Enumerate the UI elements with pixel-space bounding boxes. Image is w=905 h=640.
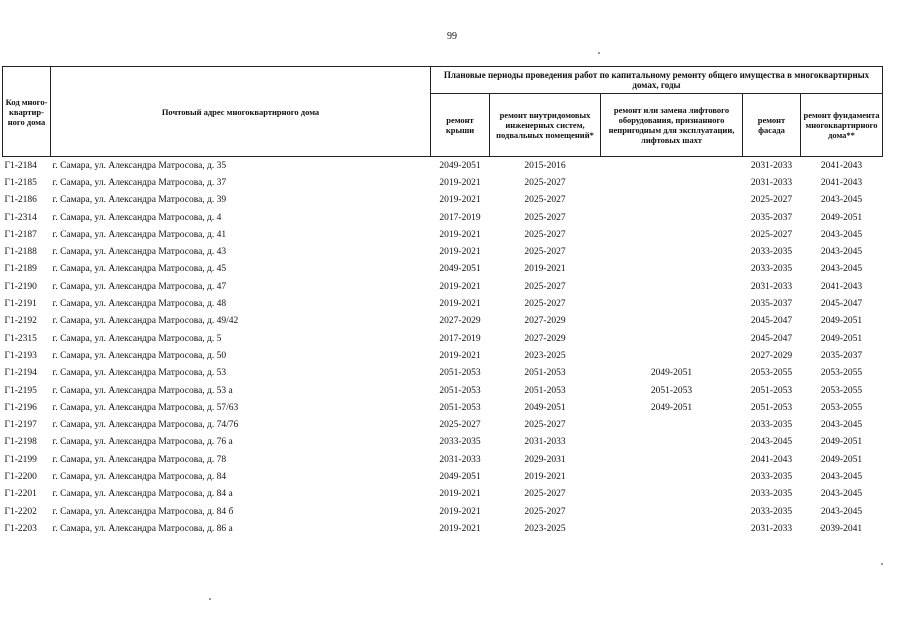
header-code: Код много-квартир-ного дома [3,67,51,157]
table-row [3,520,883,537]
cell-engineering: 2025-2027 [524,247,566,258]
cell-foundation: 2043-2045 [820,264,863,275]
cell-address: г. Самара, ул. Александра Матросова, д. 39 [52,195,227,206]
table-row [3,468,883,485]
cell-roof: 2019-2021 [439,523,481,534]
cell-engineering: 2025-2027 [524,299,566,310]
cell-elevator: 2051-2053 [650,385,693,396]
cell-elevator: 2049-2051 [650,368,693,379]
cell-foundation: 2049-2051 [820,454,863,465]
cell-foundation: 2039-2041 [820,523,863,534]
cell-address: г. Самара, ул. Александра Матросова, д. 5 [52,333,222,344]
cell-elevator [601,468,743,485]
cell-address: г. Самара, ул. Александра Матросова, д. 84 б [52,506,234,517]
cell-elevator [601,261,743,278]
cell-facade: 2033-2035 [750,247,793,258]
cell-code: Г1-2189 [4,264,37,275]
cell-code: Г1-2195 [4,385,37,396]
table-row [3,261,883,278]
cell-foundation: 2049-2051 [820,333,863,344]
cell-facade: 2031-2033 [750,281,793,292]
cell-elevator [601,209,743,226]
cell-foundation: 2043-2045 [820,420,863,431]
cell-foundation: 2043-2045 [820,506,863,517]
cell-code: Г1-2188 [4,247,37,258]
cell-code: Г1-2184 [4,160,37,171]
cell-engineering: 2025-2027 [524,281,566,292]
cell-elevator [601,451,743,468]
cell-code: Г1-2197 [4,420,37,431]
table-row [3,416,883,433]
table-row [3,330,883,347]
cell-foundation: 2041-2043 [820,177,863,188]
cell-engineering: 2025-2027 [524,229,566,240]
cell-elevator [601,226,743,243]
cell-facade: 2033-2035 [750,471,793,482]
table-row [3,434,883,451]
cell-engineering: 2025-2027 [524,177,566,188]
cell-facade: 2033-2035 [750,489,793,500]
cell-foundation: 2043-2045 [820,195,863,206]
cell-foundation: 2049-2051 [820,212,863,223]
cell-roof: 2019-2021 [439,177,481,188]
cell-address: г. Самара, ул. Александра Матросова, д. 76 а [52,437,233,448]
cell-facade: 2043-2045 [750,437,793,448]
cell-foundation: 2049-2051 [820,316,863,327]
cell-engineering: 2025-2027 [524,195,566,206]
cell-address: г. Самара, ул. Александра Матросова, д. 57/63 [52,402,239,413]
cell-elevator [601,157,743,175]
cell-address: г. Самара, ул. Александра Матросова, д. 41 [52,229,227,240]
cell-code: Г1-2314 [4,212,37,223]
header-engineering-systems: ремонт внутридомовых инженерных систем, подвальных помещений* [490,94,601,157]
cell-roof: 2019-2021 [439,506,481,517]
header-roof-repair: ремонт крыши [431,94,490,157]
table-row [3,226,883,243]
cell-elevator [601,192,743,209]
cell-address: г. Самара, ул. Александра Матросова, д. 86 а [52,523,233,534]
table-row [3,192,883,209]
cell-foundation: 2043-2045 [820,247,863,258]
cell-address: г. Самара, ул. Александра Матросова, д. 84 а [52,489,233,500]
cell-elevator [601,347,743,364]
cell-elevator [601,278,743,295]
cell-address: г. Самара, ул. Александра Матросова, д. 37 [52,177,227,188]
cell-roof: 2019-2021 [439,489,481,500]
header-facade-repair: ремонт фасада [743,94,801,157]
table-row [3,382,883,399]
table-row [3,243,883,260]
cell-engineering: 2019-2021 [524,264,566,275]
table-body [3,157,883,538]
cell-elevator: 2049-2051 [650,402,693,413]
cell-facade: 2033-2035 [750,264,793,275]
cell-code: Г1-2198 [4,437,37,448]
cell-address: г. Самара, ул. Александра Матросова, д. 45 [52,264,227,275]
table-row [3,209,883,226]
cell-facade: 2051-2053 [750,402,793,413]
cell-facade: 2035-2037 [750,212,793,223]
table-row [3,174,883,191]
cell-foundation: 2041-2043 [820,160,863,171]
cell-foundation: 2053-2055 [820,385,863,396]
cell-roof: 2019-2021 [439,247,481,258]
cell-address: г. Самара, ул. Александра Матросова, д. 4 [52,212,222,223]
cell-address: г. Самара, ул. Александра Матросова, д. 50 [52,350,227,361]
cell-engineering: 2027-2029 [524,333,566,344]
cell-engineering: 2051-2053 [524,385,566,396]
cell-address: г. Самара, ул. Александра Матросова, д. 43 [52,247,227,258]
cell-address: г. Самара, ул. Александра Матросова, д. 48 [52,299,227,310]
page-number: 99 [447,31,457,42]
cell-facade: 2027-2029 [750,350,793,361]
cell-roof: 2027-2029 [439,316,481,327]
scan-speck [598,52,600,54]
cell-elevator [601,486,743,503]
cell-address: г. Самара, ул. Александра Матросова, д. 78 [52,454,227,465]
cell-roof: 2019-2021 [439,229,481,240]
cell-code: Г1-2199 [4,454,37,465]
cell-address: г. Самара, ул. Александра Матросова, д. 35 [52,160,227,171]
cell-code: Г1-2191 [4,299,37,310]
cell-code: Г1-2203 [4,523,37,534]
cell-code: Г1-2201 [4,489,37,500]
cell-code: Г1-2186 [4,195,37,206]
cell-foundation: 2043-2045 [820,229,863,240]
cell-facade: 2051-2053 [750,385,793,396]
cell-code: Г1-2193 [4,350,37,361]
cell-engineering: 2029-2031 [524,454,566,465]
cell-code: Г1-2185 [4,177,37,188]
cell-elevator [601,313,743,330]
table-row [3,486,883,503]
cell-foundation: 2043-2045 [820,471,863,482]
table-row [3,157,883,175]
cell-address: г. Самара, ул. Александра Матросова, д. 49/42 [52,316,239,327]
table-row [3,347,883,364]
cell-roof: 2031-2033 [439,454,481,465]
cell-address: г. Самара, ул. Александра Матросова, д. 84 [52,471,227,482]
cell-facade: 2045-2047 [750,316,793,327]
cell-engineering: 2023-2025 [524,523,566,534]
cell-engineering: 2025-2027 [524,506,566,517]
cell-engineering: 2027-2029 [524,316,566,327]
cell-code: Г1-2200 [4,471,37,482]
cell-facade: 2025-2027 [750,195,793,206]
table-row [3,399,883,416]
table-row [3,451,883,468]
cell-facade: 2035-2037 [750,299,793,310]
table-row [3,313,883,330]
cell-roof: 2017-2019 [439,333,481,344]
header-address: Почтовый адрес многоквартирного дома [51,67,431,157]
cell-address: г. Самара, ул. Александра Матросова, д. 47 [52,281,227,292]
cell-roof: 2019-2021 [439,195,481,206]
cell-roof: 2019-2021 [439,299,481,310]
cell-engineering: 2015-2016 [524,160,566,171]
cell-code: Г1-2190 [4,281,37,292]
cell-foundation: 2041-2043 [820,281,863,292]
capital-repair-schedule-table [2,66,883,538]
cell-elevator [601,174,743,191]
scan-speck [881,563,883,565]
cell-elevator [601,330,743,347]
cell-roof: 2049-2051 [439,264,481,275]
cell-roof: 2051-2053 [439,385,481,396]
cell-code: Г1-2187 [4,229,37,240]
cell-elevator [601,295,743,312]
cell-elevator [601,416,743,433]
cell-facade: 2031-2033 [750,177,793,188]
cell-facade: 2041-2043 [750,454,793,465]
cell-roof: 2025-2027 [439,420,481,431]
cell-roof: 2049-2051 [439,471,481,482]
cell-engineering: 2031-2033 [524,437,566,448]
cell-engineering: 2051-2053 [524,368,566,379]
cell-facade: 2053-2055 [750,368,793,379]
header-foundation-repair: ремонт фундамента многоквартирного дома** [801,94,883,157]
cell-roof: 2051-2053 [439,368,481,379]
cell-engineering: 2049-2051 [524,402,566,413]
cell-elevator [601,520,743,537]
cell-facade: 2033-2035 [750,506,793,517]
cell-foundation: 2035-2037 [820,350,863,361]
cell-foundation: 2053-2055 [820,402,863,413]
cell-code: Г1-2192 [4,316,37,327]
cell-roof: 2049-2051 [439,160,481,171]
cell-engineering: 2025-2027 [524,420,566,431]
cell-elevator [601,243,743,260]
cell-engineering: 2023-2025 [524,350,566,361]
cell-code: Г1-2194 [4,368,37,379]
cell-address: г. Самара, ул. Александра Матросова, д. 53 [52,368,227,379]
table-row [3,365,883,382]
cell-code: Г1-2196 [4,402,37,413]
cell-roof: 2051-2053 [439,402,481,413]
cell-code: Г1-2315 [4,333,37,344]
cell-facade: 2031-2033 [750,160,793,171]
cell-code: Г1-2202 [4,506,37,517]
scan-speck [209,598,211,600]
table-row [3,503,883,520]
cell-address: г. Самара, ул. Александра Матросова, д. 53 а [52,385,233,396]
cell-address: г. Самара, ул. Александра Матросова, д. 74/76 [52,420,239,431]
table-row [3,278,883,295]
cell-facade: 2045-2047 [750,333,793,344]
cell-facade: 2033-2035 [750,420,793,431]
header-elevator-repair: ремонт или замена лифтового оборудования, признанного непригодным для эксплуатации, лифтовых шахт [601,94,743,157]
cell-elevator [601,503,743,520]
header-repair-periods: Плановые периоды проведения работ по капитальному ремонту общего имущества в многоквартирных домах, годы [431,67,883,94]
cell-foundation: 2043-2045 [820,489,863,500]
cell-roof: 2019-2021 [439,281,481,292]
table-row [3,295,883,312]
cell-facade: 2031-2033 [750,523,793,534]
cell-engineering: 2025-2027 [524,489,566,500]
cell-foundation: 2049-2051 [820,437,863,448]
cell-foundation: 2053-2055 [820,368,863,379]
cell-roof: 2033-2035 [439,437,481,448]
cell-roof: 2019-2021 [439,350,481,361]
cell-foundation: 2045-2047 [820,299,863,310]
cell-engineering: 2025-2027 [524,212,566,223]
cell-facade: 2025-2027 [750,229,793,240]
cell-elevator [601,434,743,451]
cell-engineering: 2019-2021 [524,471,566,482]
cell-roof: 2017-2019 [439,212,481,223]
